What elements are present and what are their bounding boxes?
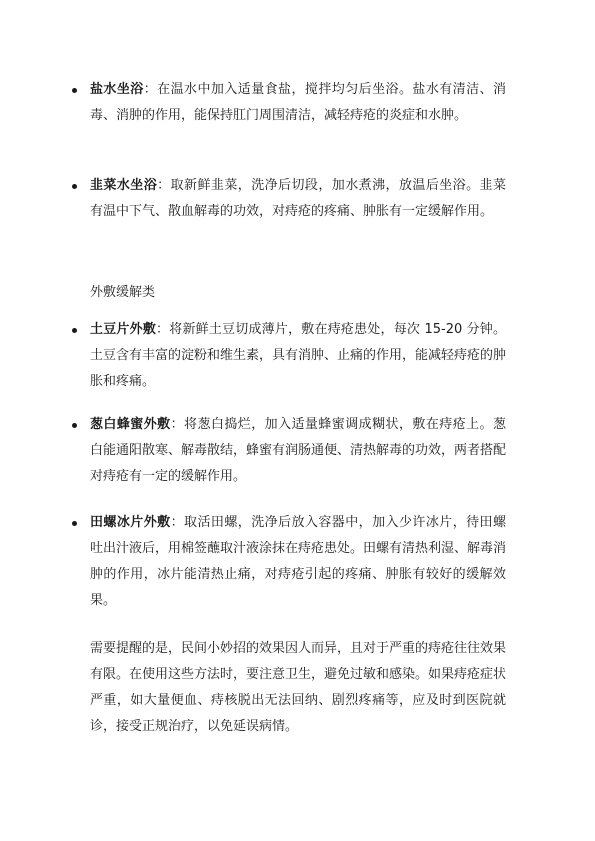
list-item-scallion-honey-compress xyxy=(90,412,506,490)
item-description: ：取活田螺，洗净后放入容器中，加入少许冰片，待田螺吐出汁液后，用棉签蘸取汁液涂抹在痔疮患处。田螺有清热利湿、解毒消肿的作用，冰片能清热止痛，对痔疮引起的疼痛、肿胀有较好的缓解效果。 xyxy=(90,515,507,608)
item-description: ：将葱白捣烂，加入适量蜂蜜调成糊状，敷在痔疮上。葱白能通阳散寒、解毒散结，蜂蜜有润肠通便、清热解毒的功效，两者搭配对痔疮有一定的缓解作用。 xyxy=(90,417,507,484)
bullet-icon xyxy=(72,328,77,333)
item-term: 田螺冰片外敷 xyxy=(90,515,171,530)
item-description: ：在温水中加入适量食盐，搅拌均匀后坐浴。盐水有清洁、消毒、消肿的作用，能保持肛门周围清洁，减轻痔疮的炎症和水肿。 xyxy=(90,82,506,123)
item-description: ：将新鲜土豆切成薄片，敷在痔疮患处，每次 15-20 分钟。土豆含有丰富的淀粉和维生素，具有消肿、止痛的作用，能减轻痔疮的肿胀和疼痛。 xyxy=(90,322,507,389)
bullet-icon xyxy=(72,521,77,526)
bullet-icon xyxy=(72,88,77,93)
item-description: ：取新鲜韭菜，洗净后切段，加水煮沸，放温后坐浴。韭菜有温中下气、散血解毒的功效，对痔疮的疼痛、肿胀有一定缓解作用。 xyxy=(90,178,506,219)
list-item-snail-borneol-compress xyxy=(90,510,506,614)
list-item-leek-water-bath xyxy=(90,173,506,225)
bullet-icon xyxy=(72,184,77,189)
list-item-potato-compress xyxy=(90,317,506,395)
item-term: 葱白蜂蜜外敷 xyxy=(90,417,171,432)
item-term: 盐水坐浴 xyxy=(90,82,144,97)
item-term: 土豆片外敷 xyxy=(90,322,157,337)
item-term: 韭菜水坐浴 xyxy=(90,178,158,193)
closing-paragraph: 需要提醒的是，民间小妙招的效果因人而异，且对于严重的痔疮往往效果有限。在使用这些方法时，要注意卫生，避免过敏和感染。如果痔疮症状严重，如大量便血、痔核脱出无法回纳、剧烈疼痛等，应及时到医院就诊，接受正规治疗，以免延误病情。 xyxy=(90,641,507,734)
bullet-icon xyxy=(72,423,77,428)
section-heading: 外敷缓解类 xyxy=(90,285,156,300)
list-item-salt-water-bath xyxy=(90,77,506,129)
